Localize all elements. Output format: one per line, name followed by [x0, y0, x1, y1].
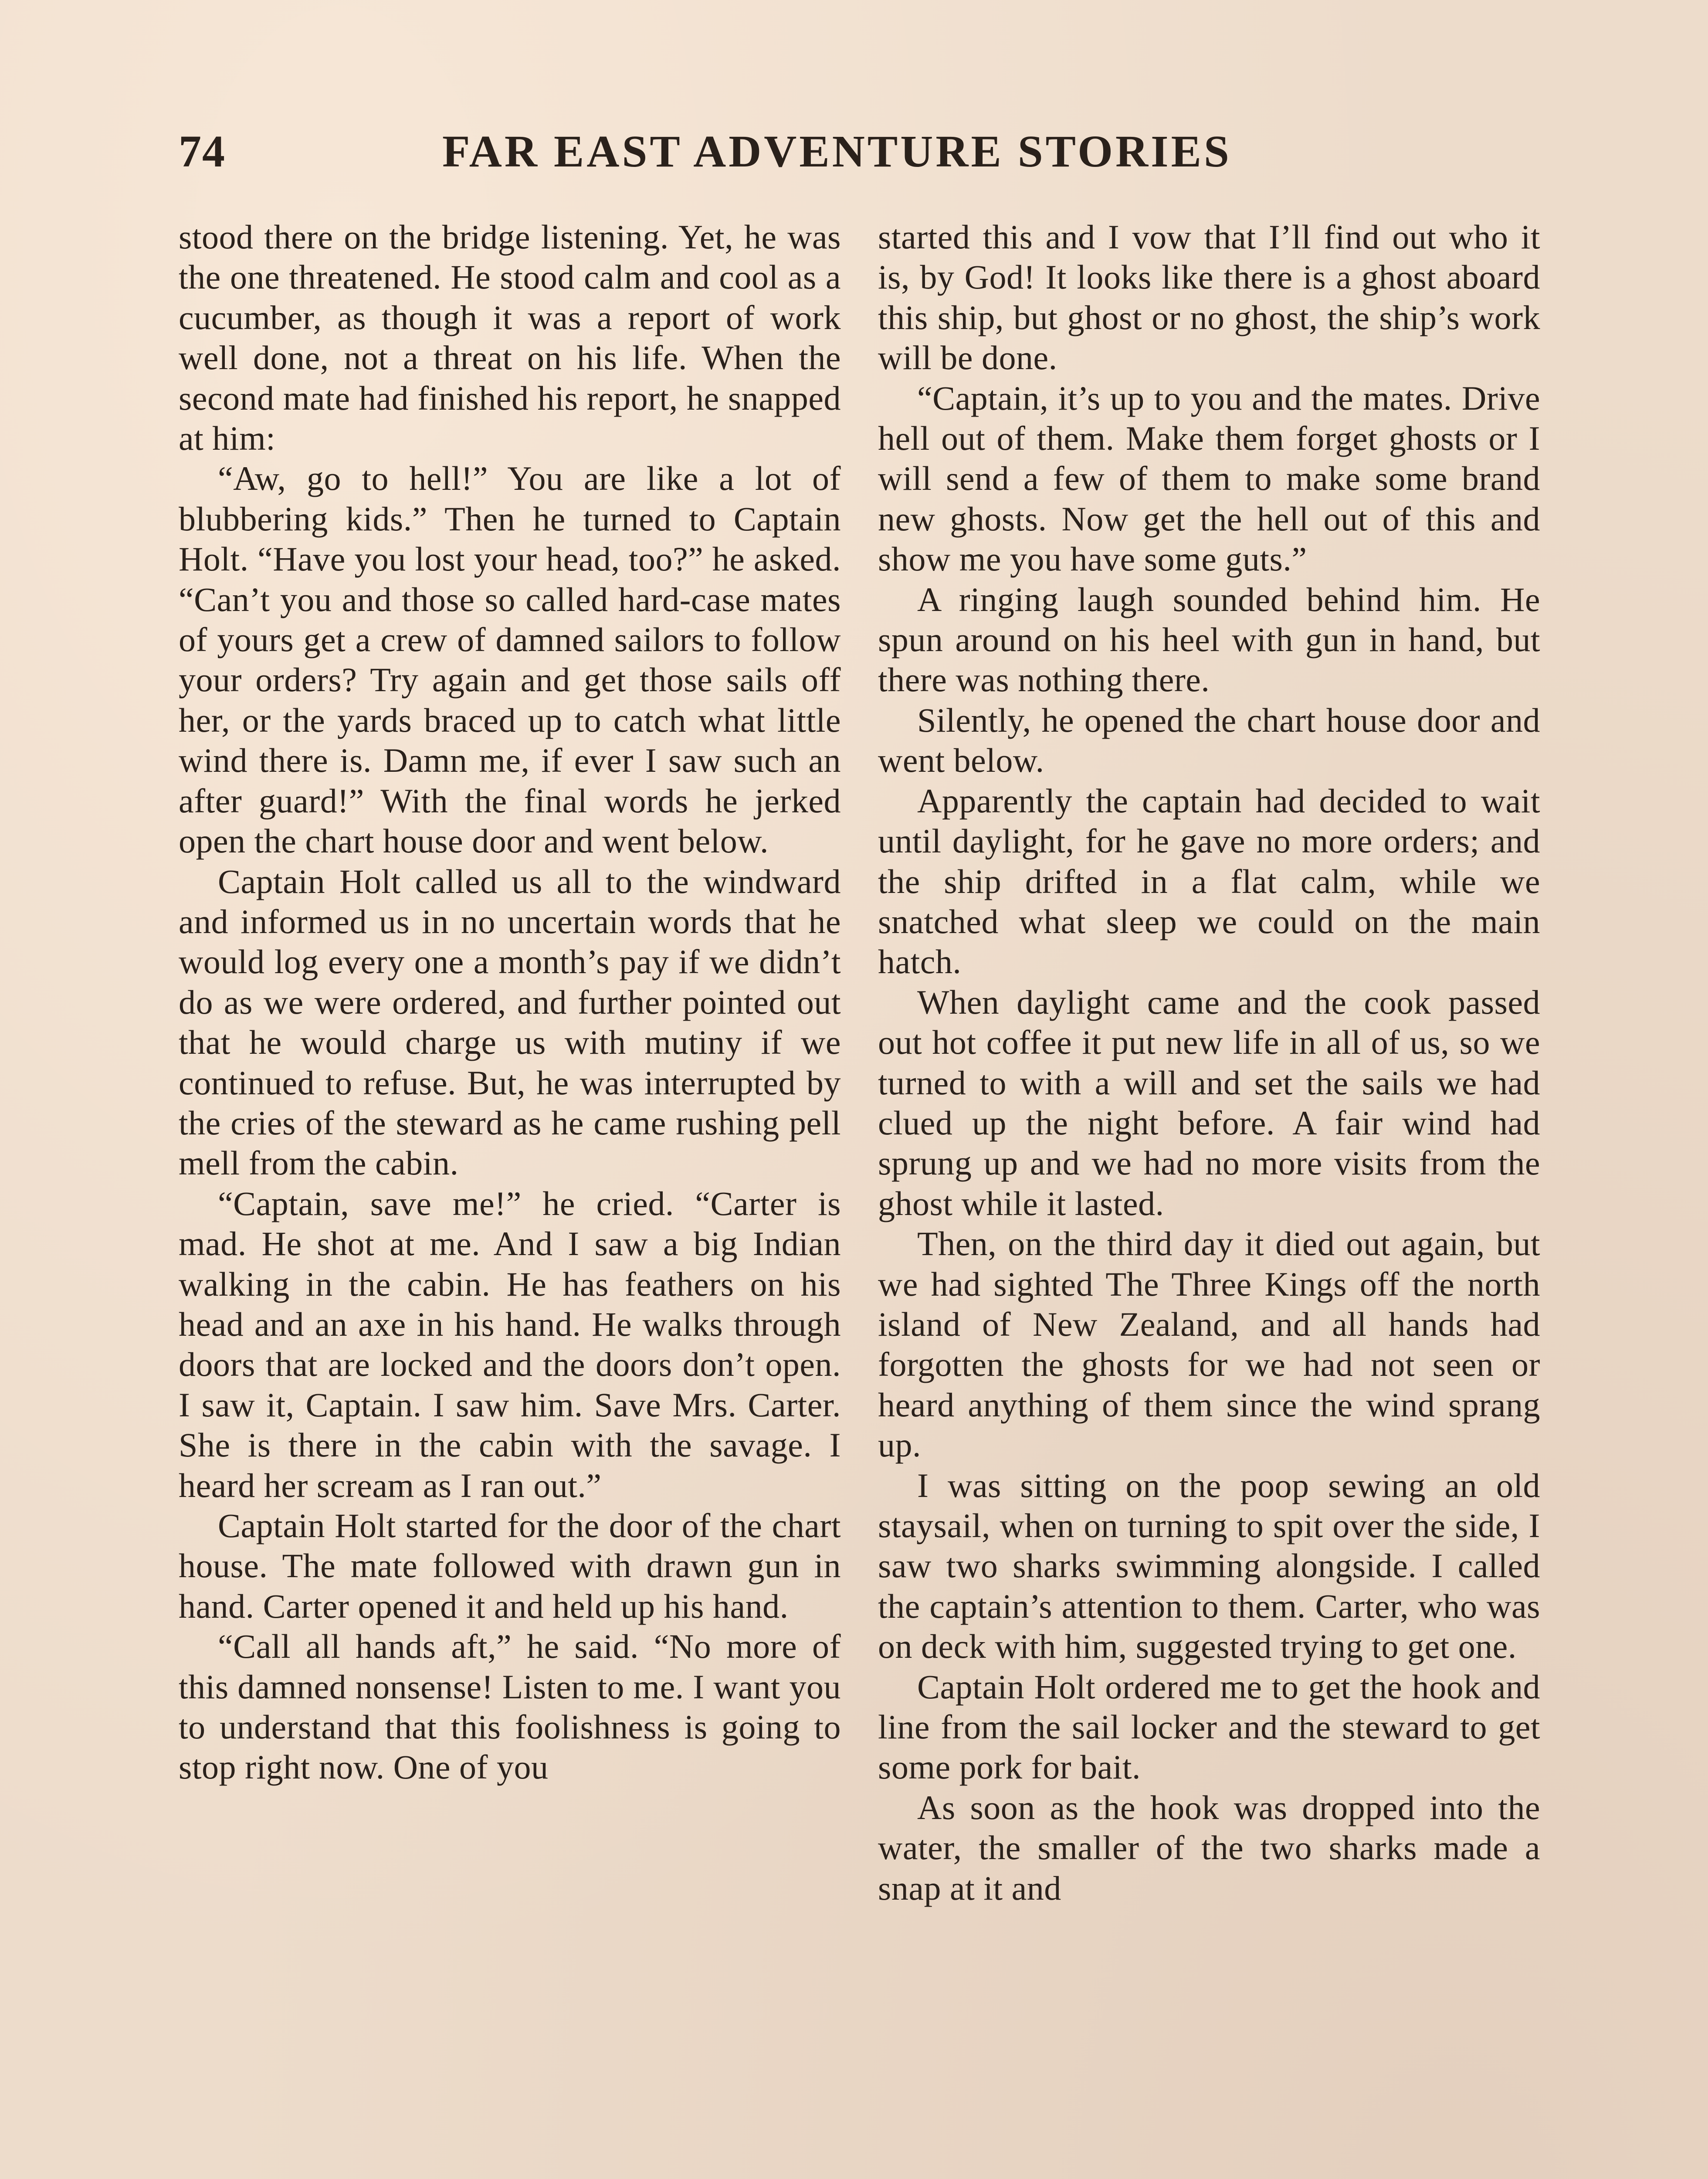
paragraph: Captain Holt called us all to the windward and informed us in no uncertain words that he would log every one a month’s pay if we didn’t do as we were ordered, and further pointed out that he would charge us with mutiny if we continued to refuse. But, he was interrupted by the cries of the steward as he came rushing pell mell from the cabin. — [179, 862, 841, 1182]
magazine-title: FAR EAST ADVENTURE STORIES — [442, 126, 1232, 176]
paragraph: “Aw, go to hell!” You are like a lot of blubbering kids.” Then he turned to Captain Holt. “Have you lost your head, too?” he asked. “Can’t you and those so called hard-case mates of yours get a crew of damned sailors to follow your orders? Try again and get those sails off her, or the yards braced up to catch what little wind there is. Damn me, if ever I saw such an after guard!” With the final words he jerked open the chart house door and went below. — [179, 459, 841, 860]
paragraph: I was sitting on the poop sewing an old staysail, when on turning to spit over the side, I saw two sharks swimming alongside. I called the captain’s attention to them. Carter, who was on deck with him, suggested trying to get one. — [878, 1466, 1540, 1666]
paragraph: Captain Holt ordered me to get the hook and line from the sail locker and the steward to get some pork for bait. — [878, 1667, 1540, 1786]
paragraph: Silently, he opened the chart house door and went below. — [878, 701, 1540, 780]
paragraph: As soon as the hook was dropped into the water, the smaller of the two sharks made a snap at it and — [878, 1788, 1540, 1907]
right-column — [878, 217, 1540, 1908]
paragraph: “Captain, it’s up to you and the mates. Drive hell out of them. Make them forget ghosts or I will send a few of them to make some brand new ghosts. Now get the hell out of this and show me you have some guts.” — [878, 379, 1540, 578]
paragraph: started this and I vow that I’ll find out who it is, by God! It looks like there is a ghost aboard this ship, but ghost or no ghost, the ship’s work will be done. — [878, 218, 1540, 377]
left-column — [179, 217, 841, 1788]
paragraph: “Call all hands aft,” he said. “No more of this damned nonsense! Listen to me. I want you to understand that this foolishness is going to stop right now. One of you — [179, 1627, 841, 1786]
paragraph: Captain Holt started for the door of the chart house. The mate followed with drawn gun in hand. Carter opened it and held up his hand. — [179, 1507, 841, 1625]
page-number: 74 — [179, 126, 226, 176]
paragraph: Then, on the third day it died out again, but we had sighted The Three Kings off the north island of New Zealand, and all hands had forgotten the ghosts for we had not seen or heard anything of them since the wind sprang up. — [878, 1225, 1540, 1464]
page-header — [174, 117, 1538, 191]
paragraph: stood there on the bridge listening. Yet, he was the one threatened. He stood calm and cool as a cucumber, as though it was a report of work well done, not a threat on his life. When the second mate had finished his report, he snapped at him: — [179, 218, 841, 458]
paragraph: Apparently the captain had decided to wait until daylight, for he gave no more orders; and the ship drifted in a flat calm, while we snatched what sleep we could on the main hatch. — [878, 781, 1540, 981]
paragraph: When daylight came and the cook passed out hot coffee it put new life in all of us, so we turned to with a will and set the sails we had clued up the night before. A fair wind had sprung up and we had no more visits from the ghost while it lasted. — [878, 983, 1540, 1222]
paragraph: “Captain, save me!” he cried. “Carter is mad. He shot at me. And I saw a big Indian walking in the cabin. He has feathers on his head and an axe in his hand. He walks through doors that are locked and the doors don’t open. I saw it, Captain. I saw him. Save Mrs. Carter. She is there in the cabin with the savage. I heard her scream as I ran out.” — [179, 1184, 841, 1504]
paragraph: A ringing laugh sounded behind him. He spun around on his heel with gun in hand, but there was nothing there. — [878, 580, 1540, 699]
